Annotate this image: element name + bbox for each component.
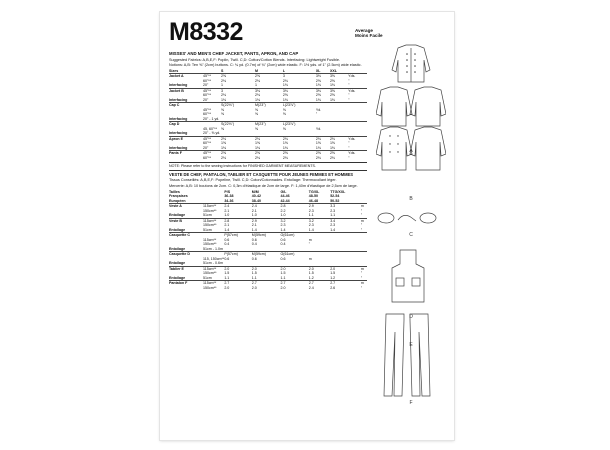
row-width: 60"** xyxy=(203,141,212,146)
row-width: 45"** xyxy=(203,74,221,79)
row-value: " xyxy=(348,141,350,146)
row-width: 115cm** xyxy=(203,218,224,223)
row-width: 51cm xyxy=(203,227,212,232)
table-header-row-cell: XXL xyxy=(329,68,337,73)
row-value: 2.7 xyxy=(330,281,361,286)
row-width: 45"** xyxy=(203,136,221,141)
row-value: 1.2 xyxy=(330,275,336,280)
row-value: 3.2 xyxy=(309,218,330,223)
figure-label-e: E xyxy=(409,342,413,348)
table-header-row-cell: 34-36 xyxy=(224,198,234,203)
row-width: 115cm** xyxy=(203,204,224,209)
row-label: Pants F xyxy=(169,151,203,156)
row-value: 3⅝ xyxy=(330,74,348,79)
table-header-row-cell: 52-54 xyxy=(330,194,340,199)
row-value: 0.4 xyxy=(280,242,286,247)
row-value: 2⅝ xyxy=(221,74,255,79)
pattern-number: M8332 xyxy=(169,18,243,46)
row-value: 2⅛ xyxy=(255,136,283,141)
row-value: 1.5 xyxy=(330,271,336,276)
table-header-row-cell: 48-50 xyxy=(308,194,318,199)
row-value: 2.0 xyxy=(280,285,286,290)
row-value: ⅝ xyxy=(221,112,224,117)
row-label: Veste B xyxy=(169,218,203,223)
apron-illustration xyxy=(388,248,428,304)
row-value: 1.4 xyxy=(224,227,230,232)
row-value: 1⅝ xyxy=(315,141,321,146)
row-value: " xyxy=(348,78,350,83)
row-value: Yds. xyxy=(348,88,367,93)
french-yardage-table xyxy=(169,190,367,291)
row-value: Yds. xyxy=(348,136,367,141)
row-value: M(59cm) xyxy=(252,233,281,238)
row-value: 2⅝ xyxy=(255,151,283,156)
difficulty-level xyxy=(355,28,383,38)
row-value: 2.1 xyxy=(224,208,230,213)
row-value: 2⅛ xyxy=(282,155,288,160)
row-value: ⅝ xyxy=(282,126,286,131)
row-width: 115cm** xyxy=(203,281,224,286)
row-value: " xyxy=(348,97,350,102)
row-value: 2⅛ xyxy=(315,155,321,160)
row-label: Interfacing xyxy=(169,145,188,150)
table-row xyxy=(169,156,367,161)
row-width: 20" - 1 yd. xyxy=(203,116,220,121)
row-value: 2⅛ xyxy=(255,155,261,160)
row-value: 1.4 xyxy=(330,227,336,232)
row-value: " xyxy=(360,285,363,290)
row-width: 60"** xyxy=(203,112,212,117)
row-value: m xyxy=(361,204,367,209)
row-value: Yd. xyxy=(315,107,322,112)
row-value: " xyxy=(315,112,318,117)
row-value: 1⅝ xyxy=(329,141,335,146)
row-width: 150cm** xyxy=(203,223,217,228)
row-value: 3⅛ xyxy=(255,88,283,93)
row-value: m xyxy=(308,256,312,261)
row-value: " xyxy=(360,223,363,228)
row-value: G(61cm) xyxy=(280,233,308,238)
row-value: 2⅛ xyxy=(316,136,330,141)
row-label: Cap D xyxy=(169,122,203,127)
row-value: 2.3 xyxy=(308,208,314,213)
row-value: 1.0 xyxy=(251,213,257,218)
row-label: Interfacing xyxy=(169,116,188,121)
row-label: Tablier E xyxy=(169,266,203,271)
row-value: 3⅛ xyxy=(316,74,330,79)
table-header-row-cell: Françaises xyxy=(169,194,188,199)
table-header-row-cell: 44-46 xyxy=(280,194,290,199)
row-value: 2.0 xyxy=(252,266,281,271)
row-value: 2.0 xyxy=(330,266,361,271)
row-width: 115cm** xyxy=(203,266,224,271)
row-value: S(22⅛") xyxy=(221,103,255,108)
row-label: Entoilage xyxy=(169,227,186,232)
row-value: 1.0 xyxy=(224,213,230,218)
row-value: " xyxy=(308,242,311,247)
yardage-content xyxy=(169,52,367,290)
row-value: 2.3 xyxy=(330,208,336,213)
row-value: 1.5 xyxy=(308,271,314,276)
row-value: " xyxy=(348,83,350,88)
row-width: 45"** xyxy=(203,88,221,93)
row-value: 2.7 xyxy=(280,281,308,286)
row-label xyxy=(169,156,203,161)
row-width: 115cm** xyxy=(203,237,217,242)
figure-label-d: D xyxy=(409,314,413,320)
row-value: 1⅛ xyxy=(329,83,335,88)
row-value: 0.4 xyxy=(251,242,257,247)
row-value: 0.4 xyxy=(224,242,230,247)
row-value: 1.4 xyxy=(280,227,286,232)
row-value: L(23⅞") xyxy=(283,122,316,127)
row-width: 60"** xyxy=(203,155,212,160)
row-value: 3 xyxy=(283,74,316,79)
row-value: 2.2 xyxy=(280,208,286,213)
row-label: Interfacing xyxy=(169,83,188,88)
row-label: Entoilage xyxy=(169,261,186,266)
garment-illustrations xyxy=(376,42,446,436)
row-value: m xyxy=(308,237,312,242)
row-value: 3.3 xyxy=(330,204,361,209)
figure-label-a: A xyxy=(409,148,413,154)
row-value: 2.7 xyxy=(224,281,251,286)
row-value: P(57cm) xyxy=(224,252,251,257)
row-value: " xyxy=(360,208,363,213)
row-value: 2⅛ xyxy=(329,155,335,160)
row-value: 2.8 xyxy=(280,204,308,209)
row-value: 1.1 xyxy=(251,275,257,280)
row-value: " xyxy=(348,145,350,150)
row-width: 20" xyxy=(203,97,209,102)
row-value: 1⅛ xyxy=(255,145,261,150)
table-header-row-cell: XL xyxy=(315,68,321,73)
table-header-row-cell: 42-44 xyxy=(280,198,290,203)
row-value: 2.0 xyxy=(280,266,308,271)
row-value: 1.5 xyxy=(251,271,257,276)
row-value: M(23") xyxy=(255,122,283,127)
row-value: 2.6 xyxy=(330,285,336,290)
row-value: 0.6 xyxy=(224,256,230,261)
row-label: Jacket A xyxy=(169,74,203,79)
row-width: 45"** xyxy=(203,151,221,156)
row-value: 2⅝ xyxy=(316,151,330,156)
row-width: 115, 150cm** xyxy=(203,256,225,261)
row-value: 2.7 xyxy=(309,281,330,286)
table-header-row-cell: 40-42 xyxy=(251,194,261,199)
row-value: 2.9 xyxy=(309,204,330,209)
row-value: 1.4 xyxy=(251,227,257,232)
row-label: Apron E xyxy=(169,136,203,141)
row-value: 2⅝ xyxy=(221,151,255,156)
row-value: 2⅛ xyxy=(221,78,226,83)
row-value: 1⅛ xyxy=(282,83,288,88)
row-label: Entoilage xyxy=(169,246,186,251)
row-value: 1⅝ xyxy=(282,141,288,146)
row-label: Cap C xyxy=(169,103,203,108)
table-header-row-cell: TG/XL xyxy=(308,189,320,194)
row-value: 3.4 xyxy=(330,218,361,223)
row-value: 0.6 xyxy=(251,256,257,261)
pants-f-illustration xyxy=(382,312,432,398)
row-value: 1.1 xyxy=(280,275,286,280)
row-value: 2.8 xyxy=(224,218,251,223)
row-value: 1.1 xyxy=(224,275,230,280)
row-value: ⅝ xyxy=(255,112,259,117)
table-header-row-cell: 46-48 xyxy=(308,198,318,203)
row-width: 20" xyxy=(203,83,209,88)
row-width: 60"** xyxy=(203,78,212,83)
row-value: M(23") xyxy=(255,103,283,108)
row-value: 2⅛ xyxy=(282,78,288,83)
jacket-a-illustration xyxy=(376,42,446,128)
row-value: ⅝ xyxy=(282,112,286,117)
row-label: Casquette C xyxy=(169,233,203,238)
row-value: 2⅝ xyxy=(315,78,321,83)
row-value: ⅝ xyxy=(255,126,259,131)
row-label: Pantalon F xyxy=(169,281,203,286)
row-value: 2⅛ xyxy=(255,78,261,83)
row-value: 1.0 xyxy=(280,213,286,218)
row-value: 2.0 xyxy=(224,266,251,271)
row-value: 3⅛ xyxy=(283,88,316,93)
row-value: " xyxy=(348,155,350,160)
row-value: 2.1 xyxy=(251,223,257,228)
row-value: 1⅛ xyxy=(315,97,321,102)
row-value: 1⅛ xyxy=(221,97,226,102)
level-fr: Moins Facile xyxy=(355,33,383,39)
row-value: 2.9 xyxy=(252,218,281,223)
row-value: 2.1 xyxy=(224,223,230,228)
row-value: 2⅛ xyxy=(330,136,348,141)
row-value: 2.0 xyxy=(251,285,257,290)
figure-label-f: F xyxy=(409,400,413,406)
row-width: 51cm - 0.6m xyxy=(203,261,223,266)
row-value: 2⅝ xyxy=(282,93,288,98)
row-value: 1⅛ xyxy=(282,145,288,150)
table-header-row-cell: M xyxy=(255,68,259,73)
row-value: 1⅛ xyxy=(221,145,226,150)
table-header-row-cell: P/S xyxy=(224,189,231,194)
table-header-row-cell: 50-52 xyxy=(330,198,340,203)
row-value: " xyxy=(360,271,363,276)
row-label: Interfacing xyxy=(169,131,188,136)
row-label: Interfacing xyxy=(169,97,188,102)
row-value: 2.4 xyxy=(308,285,314,290)
row-value: 1.2 xyxy=(308,275,314,280)
row-value: 1.1 xyxy=(330,213,336,218)
table-header-row-cell: Européen xyxy=(169,198,186,203)
row-label: Casquette D xyxy=(169,252,203,257)
row-value: m xyxy=(361,281,367,286)
row-value: 2.4 xyxy=(252,204,281,209)
row-width: 20" - ⅝ yd. xyxy=(203,131,221,136)
row-width: 150cm** xyxy=(203,242,217,247)
row-value: " xyxy=(360,213,363,218)
row-value: 1⅝ xyxy=(221,141,226,146)
row-value: 1.1 xyxy=(308,213,314,218)
row-value: 2⅝ xyxy=(330,151,348,156)
table-header-row-cell: S xyxy=(221,68,224,73)
measurement-note: NOTE: Please refer to the sewing instructions for FINISHED GARMENT MEASUREMENTS. xyxy=(169,164,316,169)
row-value: m xyxy=(361,218,367,223)
row-value: ⅝ xyxy=(282,107,286,112)
row-value: Yds. xyxy=(348,74,367,79)
row-value: 2.7 xyxy=(252,281,281,286)
level-en: Average xyxy=(355,28,373,33)
english-title: MISSES' AND MEN'S CHEF JACKET, PANTS, APRON, AND CAP xyxy=(169,51,299,56)
row-value: P(57cm) xyxy=(224,233,251,238)
row-label xyxy=(169,286,203,291)
row-value: 1⅛ xyxy=(329,97,335,102)
row-value: 3⅝ xyxy=(330,88,348,93)
divider xyxy=(169,162,367,163)
row-value: ⅝ xyxy=(255,107,259,112)
row-width: 20" xyxy=(203,145,209,150)
english-yardage-table xyxy=(169,69,367,161)
row-value: 2⅛ xyxy=(283,136,316,141)
pattern-envelope-back xyxy=(160,12,454,440)
table-header-row-cell: TTG/XXL xyxy=(330,189,346,194)
french-notions: Mercerie: A,B: 10 boutons de 2cm. C: 0,3m d'élastique de 2cm de large. F: 1,40m d'élastique de 2,5cm de large. xyxy=(169,184,358,189)
row-value: G(61cm) xyxy=(280,252,308,257)
row-value: Yds. xyxy=(348,151,367,156)
row-width: 150cm** xyxy=(203,208,217,213)
table-header-row-cell: Sizes xyxy=(169,68,179,73)
row-value: 2⅝ xyxy=(315,93,321,98)
row-value: 2⅛ xyxy=(255,93,261,98)
row-value: 2.3 xyxy=(280,223,286,228)
row-value: 3⅜ xyxy=(316,88,330,93)
figure-label-c: C xyxy=(409,232,413,238)
row-value: " xyxy=(348,93,350,98)
row-width: 60"** xyxy=(203,93,212,98)
row-value: 1⅛ xyxy=(329,145,335,150)
row-value: 1.5 xyxy=(224,271,230,276)
row-value: 1⅛ xyxy=(255,97,261,102)
row-value: S(22⅛") xyxy=(221,122,255,127)
row-value: 3 xyxy=(221,88,255,93)
row-value: 2.3 xyxy=(308,223,314,228)
row-value: 3.2 xyxy=(280,218,308,223)
english-notions: Notions: A,B: Ten ⅝" (2cm) buttons. C: ¾ yd. (0.7m) of ¾" (2cm) wide elastic. F: 1½ yds. of 1" (2.5cm) wide elastic. xyxy=(169,63,362,68)
row-label: Entoilage xyxy=(169,275,186,280)
row-value: 1⅝ xyxy=(255,141,261,146)
table-header-row-cell: 38-40 xyxy=(251,198,261,203)
figure-label-b: B xyxy=(409,196,413,202)
row-label: Jacket B xyxy=(169,88,203,93)
row-value: M(59cm) xyxy=(252,252,281,257)
table-header-row-cell: M/M xyxy=(251,189,259,194)
row-value: 1⅛ xyxy=(315,83,321,88)
row-value: ⅝ xyxy=(221,107,224,112)
french-title: VESTE DE CHEF, PANTALON, TABLIER ET CASQUETTE POUR JEUNES FEMMES ET HOMMES xyxy=(169,171,354,177)
row-value: 2.0 xyxy=(224,285,230,290)
row-width: 51cm xyxy=(203,213,212,218)
table-header-row-cell: G/L xyxy=(280,189,287,194)
row-value: 2⅝ xyxy=(255,74,283,79)
row-value: 2⅛ xyxy=(221,155,226,160)
row-value: 1⅛ xyxy=(282,97,288,102)
row-value: 2.1 xyxy=(251,208,257,213)
row-width: 45"** xyxy=(203,107,212,112)
table-header-row-cell: 36-38 xyxy=(224,194,234,199)
row-width: 150cm** xyxy=(203,285,217,290)
table-header-row-cell: Tailles xyxy=(169,189,180,194)
row-label: Entoilage xyxy=(169,213,186,218)
row-value: 2⅝ xyxy=(329,93,335,98)
row-value: 1 xyxy=(255,83,258,88)
row-value: L(23⅞") xyxy=(283,103,316,108)
row-value: 1 xyxy=(221,83,223,88)
row-value: 1.4 xyxy=(308,227,314,232)
row-value: Yd. xyxy=(315,126,322,131)
table-row xyxy=(169,286,367,291)
row-value: 2.4 xyxy=(224,204,251,209)
table-header-row-cell: L xyxy=(282,68,286,73)
row-value: 1⅛ xyxy=(315,145,321,150)
row-value: 2⅛ xyxy=(221,136,255,141)
row-value: 2.0 xyxy=(309,266,330,271)
row-width: 150cm** xyxy=(203,271,217,276)
row-value: 0.6 xyxy=(251,237,257,242)
row-value: 2⅝ xyxy=(329,78,335,83)
row-width: 51cm - 1.0m xyxy=(203,246,223,251)
row-value: " xyxy=(360,227,363,232)
row-value: 0.6 xyxy=(280,256,286,261)
row-label: Veste A xyxy=(169,204,203,209)
row-value: 2.3 xyxy=(330,223,336,228)
row-value: 2⅝ xyxy=(283,151,316,156)
row-value: 0.6 xyxy=(224,237,230,242)
row-value: 2⅛ xyxy=(221,93,226,98)
french-fabrics: Tissus Conseillés: A,B,E,F: Popeline, Twill. C,D: Coton/Cotonnades. Entoilage: Thermocollant léger. xyxy=(169,178,337,183)
row-width: 51cm xyxy=(203,275,212,280)
row-value: " xyxy=(360,275,363,280)
english-fabrics: Suggested Fabrics: A,B,E,F: Poplin, Twill. C,D: Cotton/Cotton Blends. Interfacing: Lightweight Fusible. xyxy=(169,57,341,62)
row-value: 0.6 xyxy=(280,237,286,242)
row-value: ⅝ xyxy=(221,126,224,131)
cap-illustration xyxy=(376,208,446,230)
jacket-b-illustration xyxy=(376,126,446,190)
row-width: 45, 60"** xyxy=(203,126,218,131)
row-value: 1.5 xyxy=(280,271,286,276)
row-value: m xyxy=(361,266,367,271)
